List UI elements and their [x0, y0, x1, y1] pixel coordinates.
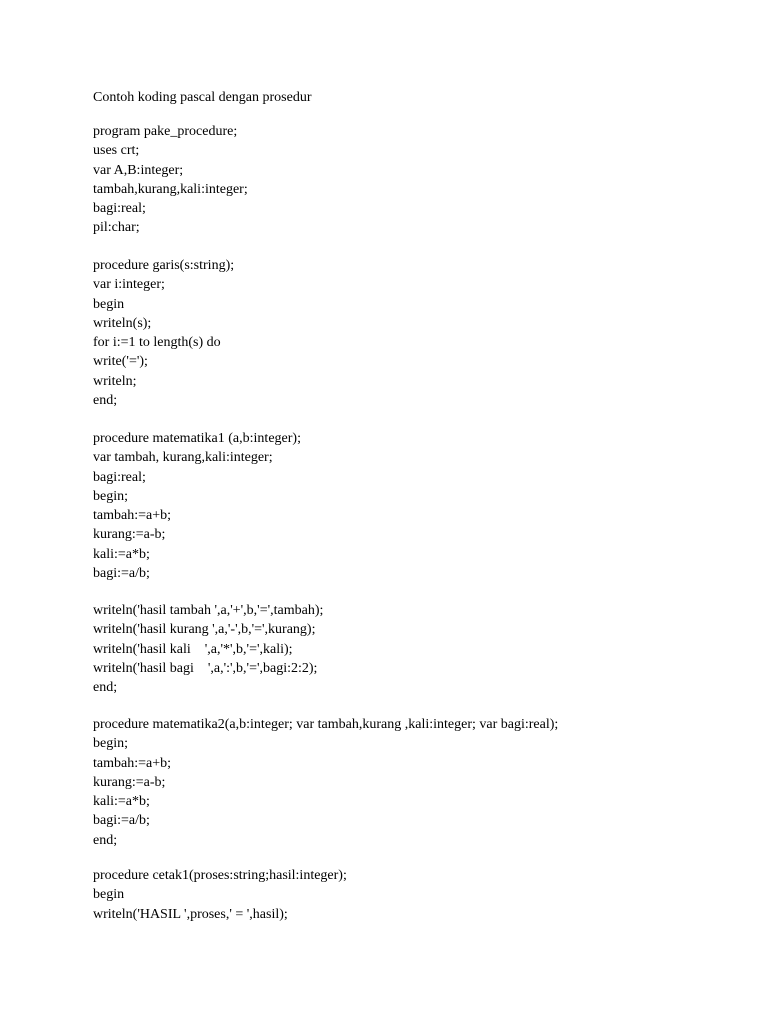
- code-line: program pake_procedure;: [93, 124, 238, 139]
- code-line: bagi:=a/b;: [93, 566, 150, 582]
- code-block-procedure-matematika1: [93, 429, 301, 583]
- code-line: writeln('HASIL ',proses,' = ',hasil);: [93, 906, 288, 922]
- code-line: begin: [93, 887, 125, 903]
- code-line: var tambah, kurang,kali:integer;: [93, 450, 273, 466]
- code-line: procedure matematika1 (a,b:integer);: [93, 431, 301, 446]
- code-line: writeln('hasil tambah ',a,'+',b,'=',tambah);: [93, 603, 324, 618]
- code-line: end;: [93, 832, 118, 848]
- document-title: Contoh koding pascal dengan prosedur: [93, 90, 312, 105]
- code-block-program-header: [93, 122, 248, 238]
- code-line: for i:=1 to length(s) do: [93, 335, 221, 351]
- code-line: writeln(s);: [93, 315, 152, 331]
- code-line: kurang:=a-b;: [93, 527, 166, 543]
- code-block-procedure-cetak1: [93, 866, 347, 924]
- code-line: write('=');: [93, 354, 148, 370]
- code-line: tambah:=a+b;: [93, 755, 171, 771]
- code-line: writeln('hasil bagi ',a,':',b,'=',bagi:2:2);: [93, 660, 318, 676]
- code-line: begin: [93, 296, 125, 312]
- code-line: tambah:=a+b;: [93, 508, 171, 524]
- code-line: pil:char;: [93, 220, 140, 236]
- code-line: var A,B:integer;: [93, 162, 184, 178]
- code-line: writeln('hasil kali ',a,'*',b,'=',kali);: [93, 641, 293, 657]
- code-line: end;: [93, 393, 118, 409]
- code-line: procedure garis(s:string);: [93, 258, 235, 273]
- code-block-procedure-garis: [93, 256, 234, 410]
- code-block-procedure-matematika2: [93, 715, 558, 850]
- code-line: procedure cetak1(proses:string;hasil:integer);: [93, 868, 347, 883]
- code-line: bagi:=a/b;: [93, 813, 150, 829]
- code-line: end;: [93, 680, 118, 696]
- code-line: begin;: [93, 736, 128, 752]
- code-line: uses crt;: [93, 143, 140, 159]
- code-line: writeln;: [93, 373, 137, 389]
- code-line: tambah,kurang,kali:integer;: [93, 181, 248, 197]
- code-block-writeln-results: [93, 601, 323, 697]
- code-line: writeln('hasil kurang ',a,'-',b,'=',kurang);: [93, 622, 316, 638]
- code-line: kali:=a*b;: [93, 546, 150, 562]
- code-line: var i:integer;: [93, 277, 165, 293]
- code-line: begin;: [93, 488, 128, 504]
- code-line: kali:=a*b;: [93, 794, 150, 810]
- code-line: procedure matematika2(a,b:integer; var tambah,kurang ,kali:integer; var bagi:real);: [93, 717, 559, 732]
- code-line: bagi:real;: [93, 201, 146, 217]
- code-line: kurang:=a-b;: [93, 774, 166, 790]
- code-line: bagi:real;: [93, 469, 146, 485]
